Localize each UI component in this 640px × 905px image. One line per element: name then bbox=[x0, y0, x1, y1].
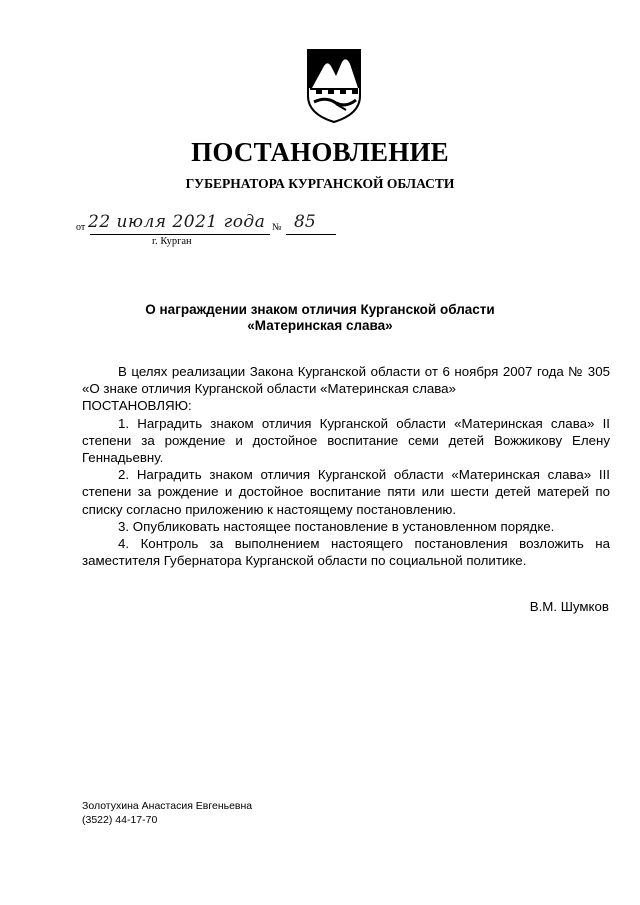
executor-name: Золотухина Анастасия Евгеньевна bbox=[82, 800, 253, 812]
number-underline bbox=[286, 234, 336, 235]
document-subject bbox=[0, 302, 640, 334]
executor-phone: (3522) 44-17-70 bbox=[82, 814, 158, 826]
document-body bbox=[82, 363, 610, 569]
handwritten-number: 85 bbox=[294, 212, 316, 232]
date-number-line bbox=[76, 212, 356, 262]
signer-name: В.М. Шумков bbox=[529, 599, 609, 614]
item-paragraph-1: 1. Наградить знаком отличия Курганской области «Материнская слава» II степени за рождение и достойное воспитание семи детей Вожжикову Елену Геннадьевну. bbox=[82, 415, 610, 466]
item-paragraph-4: 4. Контроль за выполнением настоящего постановления возложить на заместителя Губернатора Курганской области по социальной политике. bbox=[82, 536, 610, 569]
subject-line-2: «Материнская слава» bbox=[247, 318, 393, 333]
decree-word: ПОСТАНОВЛЯЮ: bbox=[82, 398, 192, 414]
from-label: от bbox=[76, 222, 86, 233]
number-label: № bbox=[272, 222, 282, 233]
preamble-paragraph: В целях реализации Закона Курганской области от 6 ноября 2007 года № 305 «О знаке отличия Курганской области «Материнская слава» bbox=[82, 364, 610, 397]
handwritten-date: 22 июля 2021 года bbox=[88, 212, 266, 232]
city-label: г. Курган bbox=[152, 236, 192, 247]
kurgan-coat-of-arms-icon bbox=[306, 48, 362, 124]
item-paragraph-2: 2. Наградить знаком отличия Курганской области «Материнская слава» III степени за рождение и достойное воспитание пяти или шести детей матерей по списку согласно приложению к настоящему постановлению. bbox=[82, 467, 610, 517]
document-subtitle: ГУБЕРНАТОРА КУРГАНСКОЙ ОБЛАСТИ bbox=[185, 176, 455, 191]
executor-block bbox=[82, 799, 252, 827]
subject-line-1: О награждении знаком отличия Курганской области bbox=[145, 302, 495, 317]
item-paragraph-3: 3. Опубликовать настоящее постановление в установленном порядке. bbox=[118, 518, 555, 534]
document-title: ПОСТАНОВЛЕНИЕ bbox=[191, 137, 449, 167]
date-underline bbox=[90, 234, 270, 235]
